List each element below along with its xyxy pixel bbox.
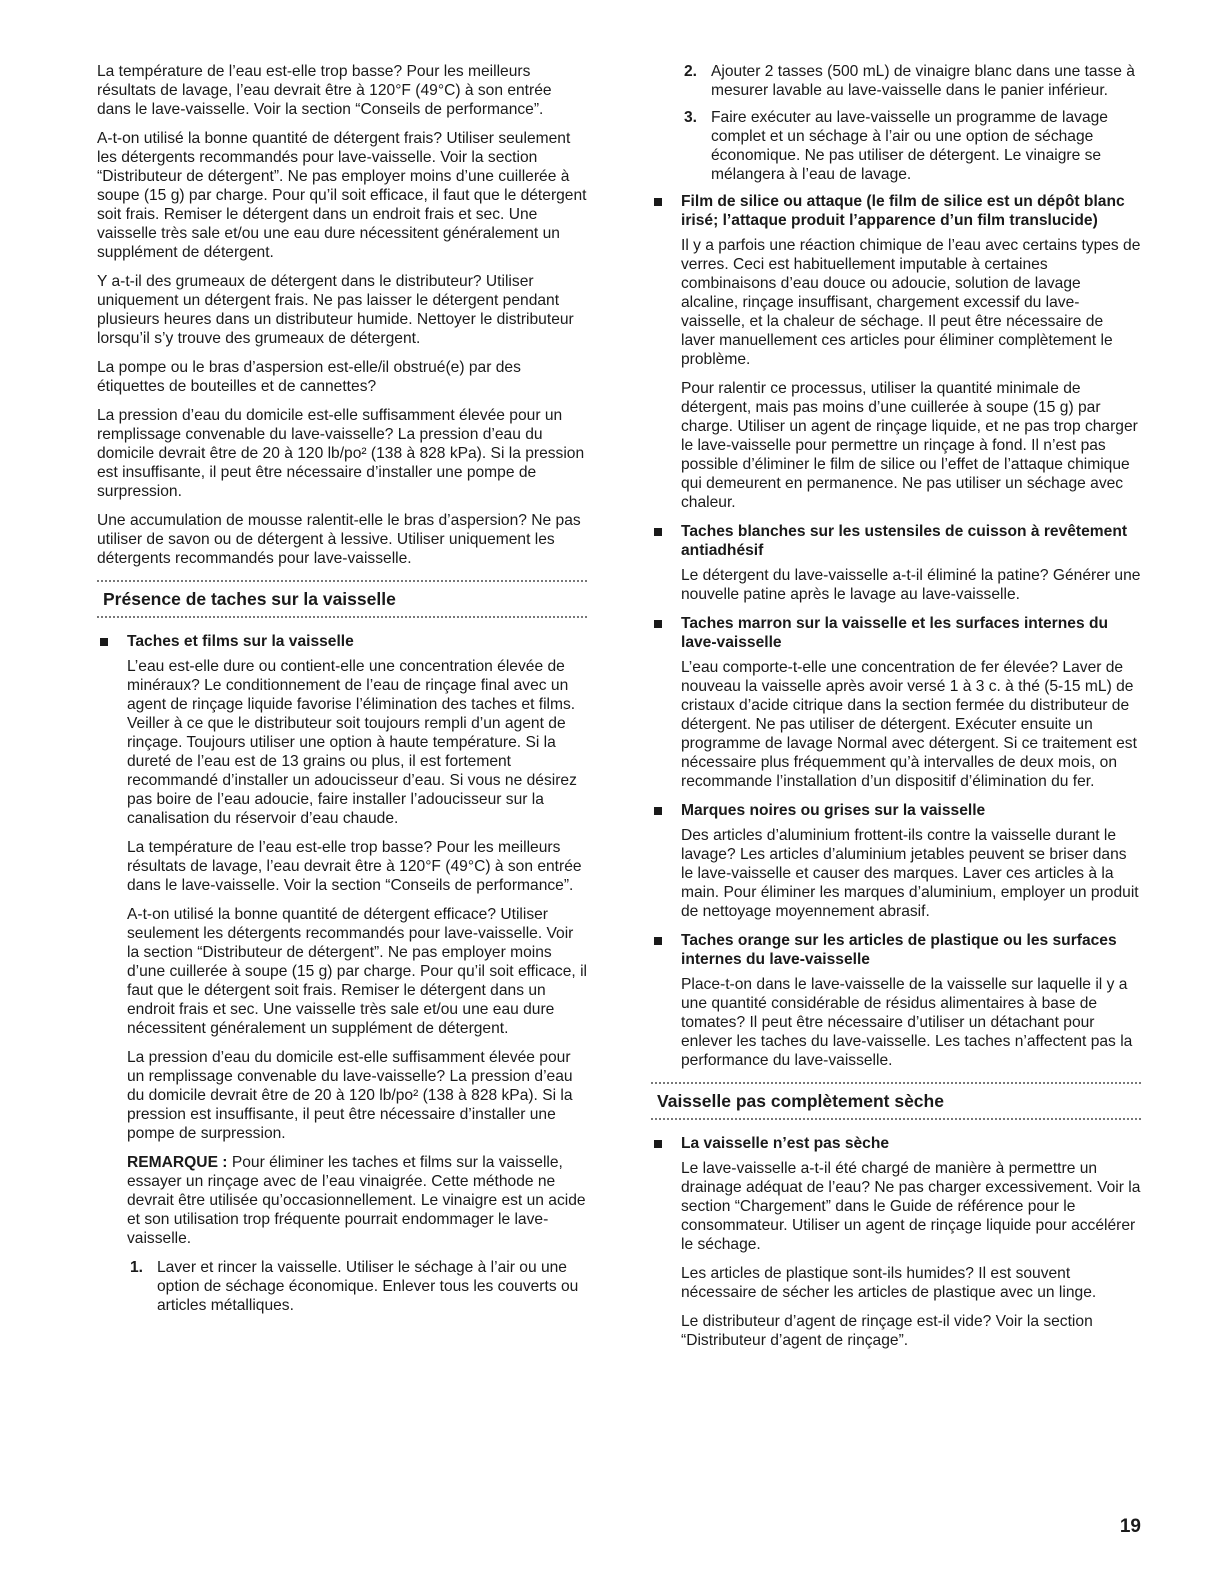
paragraph: A-t-on utilisé la bonne quantité de détergent efficace? Utiliser seulement les détergents recommandés pour lave-vaisselle. Voir la section “Distributeur de détergent”. Ne pas employer moins d’une cuillerée à soupe (15 g) par charge. Pour qu’il soit efficace, il faut que le détergent soit frais. Remiser le détergent dans un endroit frais et sec. Une vaisselle très sale et/ou une eau dure nécessitent généralement un supplément de détergent. [127, 906, 587, 1037]
bullet-body [97, 657, 587, 1315]
remarque-label: REMARQUE : [127, 1154, 228, 1171]
paragraph: A-t-on utilisé la bonne quantité de détergent frais? Utiliser seulement les détergents recommandés pour lave-vaisselle. Voir la section “Distributeur de détergent”. Ne pas employer moins d’une cuillerée à soupe (15 g) par charge. Pour qu’il soit efficace, il faut que le détergent soit frais. Remiser le détergent dans un endroit frais et sec. Une vaisselle très sale et/ou une eau dure nécessitent généralement un supplément de détergent. [97, 130, 587, 261]
bullet-body [651, 236, 1141, 512]
paragraph: L’eau est-elle dure ou contient-elle une concentration élevée de minéraux? Le conditionnement de l’eau de rinçage final avec un agent de rinçage liquide favorise l’élimination des taches et films. Veiller à ce que le distributeur soit toujours rempli d’un agent de rinçage. Toujours utiliser une option à haute température. Si la dureté de l’eau est de 13 grains ou plus, il est fortement recommandé d’installer un adoucisseur d’eau. Si vous ne désirez pas boire de l’eau adoucie, faire installer l’adoucisseur sur la canalisation du réservoir d’eau chaude. [127, 658, 577, 827]
step-number: 2. [684, 63, 698, 80]
paragraph: La pression d’eau du domicile est-elle suffisamment élevée pour un remplissage convenable du lave-vaisselle? La pression d’eau du domicile devrait être de 20 à 120 lb/po² (138 à 828 kPa). Si la pression est insuffisante, il peut être nécessaire d’installer une pompe de surpression. [97, 407, 585, 500]
step-number: 1. [130, 1259, 144, 1276]
step-text: Faire exécuter au lave-vaisselle un programme de lavage complet et un séchage à l’air ou une option de séchage économique. Ne pas utiliser de détergent. Le vinaigre se mélangera à l’eau de lavage. [711, 109, 1108, 183]
remarque-note [127, 1153, 587, 1248]
left-column [97, 62, 587, 1323]
bullet-heading: Film de silice ou attaque (le film de silice est un dépôt blanc irisé; l’attaque produit l’apparence d’un film translucide) [651, 192, 1141, 230]
section-divider [97, 580, 587, 582]
numbered-step [127, 1258, 587, 1315]
bullet-heading: Taches et films sur la vaisselle [97, 632, 587, 651]
paragraph: La température de l’eau est-elle trop basse? Pour les meilleurs résultats de lavage, l’eau devrait être à 120°F (49°C) à son entrée dans le lave-vaisselle. Voir la section “Conseils de performance”. [97, 63, 552, 118]
numbered-step [681, 108, 1141, 184]
section-title: Vaisselle pas complètement sèche [657, 1091, 944, 1111]
step-number: 3. [684, 109, 698, 126]
remarque-text: Pour éliminer les taches et films sur la vaisselle, essayer un rinçage avec de l’eau vinaigrée. Cette méthode ne devrait être utilisée qu’occasionnellement. Le vinaigre est un acide et son utilisation trop fréquente pourrait endommager le lave-vaisselle. [127, 1154, 586, 1247]
paragraph: Y a-t-il des grumeaux de détergent dans le distributeur? Utiliser uniquement un détergent frais. Ne pas laisser le détergent pendant plusieurs heures dans un distributeur humide. Nettoyer le distributeur lorsqu’il s’y trouve des grumeaux de détergent. [97, 273, 574, 347]
section-divider [651, 1082, 1141, 1084]
bullet-body [651, 826, 1141, 921]
paragraph: L’eau comporte-t-elle une concentration de fer élevée? Laver de nouveau la vaisselle après avoir versé 1 à 3 c. à thé (5-15 mL) de cristaux d’acide citrique dans la section fermée du distributeur de détergent. Ne pas utiliser de détergent. Exécuter ensuite un programme de lavage Normal avec détergent. Si ce traitement est nécessaire plus fréquemment qu’à intervalles de deux mois, on recommande l’installation d’un dispositif d’élimination du fer. [681, 659, 1137, 790]
paragraph: Le lave-vaisselle a-t-il été chargé de manière à permettre un drainage adéquat de l’eau? Ne pas charger excessivement. Voir la section “Chargement” dans le Guide de référence pour le consommateur. Utiliser un agent de rinçage liquide pour accélérer le séchage. [681, 1160, 1141, 1253]
page-number: 19 [1119, 1516, 1141, 1537]
section-divider [97, 616, 587, 618]
bullet-body [651, 975, 1141, 1070]
bullet-body [651, 658, 1141, 791]
paragraph: La pompe ou le bras d’aspersion est-elle/il obstrué(e) par des étiquettes de bouteilles et de cannettes? [97, 359, 521, 395]
paragraph: La température de l’eau est-elle trop basse? Pour les meilleurs résultats de lavage, l’eau devrait être à 120°F (49°C) à son entrée dans le lave-vaisselle. Voir la section “Conseils de performance”. [127, 839, 582, 894]
bullet-heading: Taches marron sur la vaisselle et les surfaces internes du lave-vaisselle [651, 614, 1141, 652]
paragraph: Pour ralentir ce processus, utiliser la quantité minimale de détergent, mais pas moins d’une cuillerée à soupe (15 g) par charge. Utiliser un agent de rinçage liquide, et ne pas trop charger le lave-vaisselle pour permettre un rinçage à fond. Il n’est pas possible d’éliminer le film de silice ou l’effet de l’attaque chimique qui demeurent en permanence. Ne pas utiliser un séchage avec chaleur. [681, 380, 1138, 511]
numbered-step [681, 62, 1141, 100]
step-text: Ajouter 2 tasses (500 mL) de vinaigre blanc dans une tasse à mesurer lavable au lave-vaisselle dans le panier inférieur. [711, 63, 1135, 99]
paragraph: La pression d’eau du domicile est-elle suffisamment élevée pour un remplissage convenable du lave-vaisselle? La pression d’eau du domicile devrait être de 20 à 120 lb/po² (138 à 828 kPa). Si la pression est insuffisante, il peut être nécessaire d’installer une pompe de surpression. [127, 1049, 573, 1142]
steps-continued [651, 62, 1141, 184]
paragraph: Il y a parfois une réaction chimique de l’eau avec certains types de verres. Ceci est habituellement imputable à certaines combinaisons d’eau douce ou adoucie, solution de lavage alcaline, rinçage insuffisant, chargement excessif du lave-vaisselle, et la chaleur de séchage. Il peut être nécessaire de laver manuellement ces articles pour éliminer complètement le problème. [681, 237, 1141, 368]
paragraph: Le distributeur d’agent de rinçage est-il vide? Voir la section “Distributeur d’agent de rinçage”. [681, 1313, 1093, 1349]
paragraph: Les articles de plastique sont-ils humides? Il est souvent nécessaire de sécher les articles de plastique avec un linge. [681, 1265, 1097, 1301]
paragraph: Place-t-on dans le lave-vaisselle de la vaisselle sur laquelle il y a une quantité considérable de résidus alimentaires à base de tomates? Il peut être nécessaire d’utiliser un détachant pour enlever les taches du lave-vaisselle. Les taches n’affectent pas la performance du lave-vaisselle. [681, 976, 1133, 1069]
section-title: Présence de taches sur la vaisselle [103, 589, 396, 609]
bullet-body [651, 566, 1141, 604]
bullet-heading: Taches orange sur les articles de plastique ou les surfaces internes du lave-vaisselle [651, 931, 1141, 969]
bullet-heading: Taches blanches sur les ustensiles de cuisson à revêtement antiadhésif [651, 522, 1141, 560]
right-column [651, 62, 1141, 1360]
paragraph: Le détergent du lave-vaisselle a-t-il éliminé la patine? Générer une nouvelle patine après le lavage au lave-vaisselle. [681, 567, 1141, 603]
bullet-heading: Marques noires ou grises sur la vaisselle [651, 801, 1141, 820]
section-divider [651, 1118, 1141, 1120]
paragraph: Des articles d’aluminium frottent-ils contre la vaisselle durant le lavage? Les articles d’aluminium jetables peuvent se briser dans le lave-vaisselle et causer des marques. Laver ces articles à la main. Pour éliminer les marques d’aluminium, employer un produit de nettoyage moyennement abrasif. [681, 827, 1139, 920]
step-text: Laver et rincer la vaisselle. Utiliser le séchage à l’air ou une option de séchage économique. Enlever tous les couverts ou articles métalliques. [157, 1259, 579, 1314]
bullet-body [651, 1159, 1141, 1350]
paragraph: Une accumulation de mousse ralentit-elle le bras d’aspersion? Ne pas utiliser de savon ou de détergent à lessive. Utiliser uniquement les détergents recommandés pour lave-vaisselle. [97, 512, 581, 567]
bullet-heading: La vaisselle n’est pas sèche [651, 1134, 1141, 1153]
